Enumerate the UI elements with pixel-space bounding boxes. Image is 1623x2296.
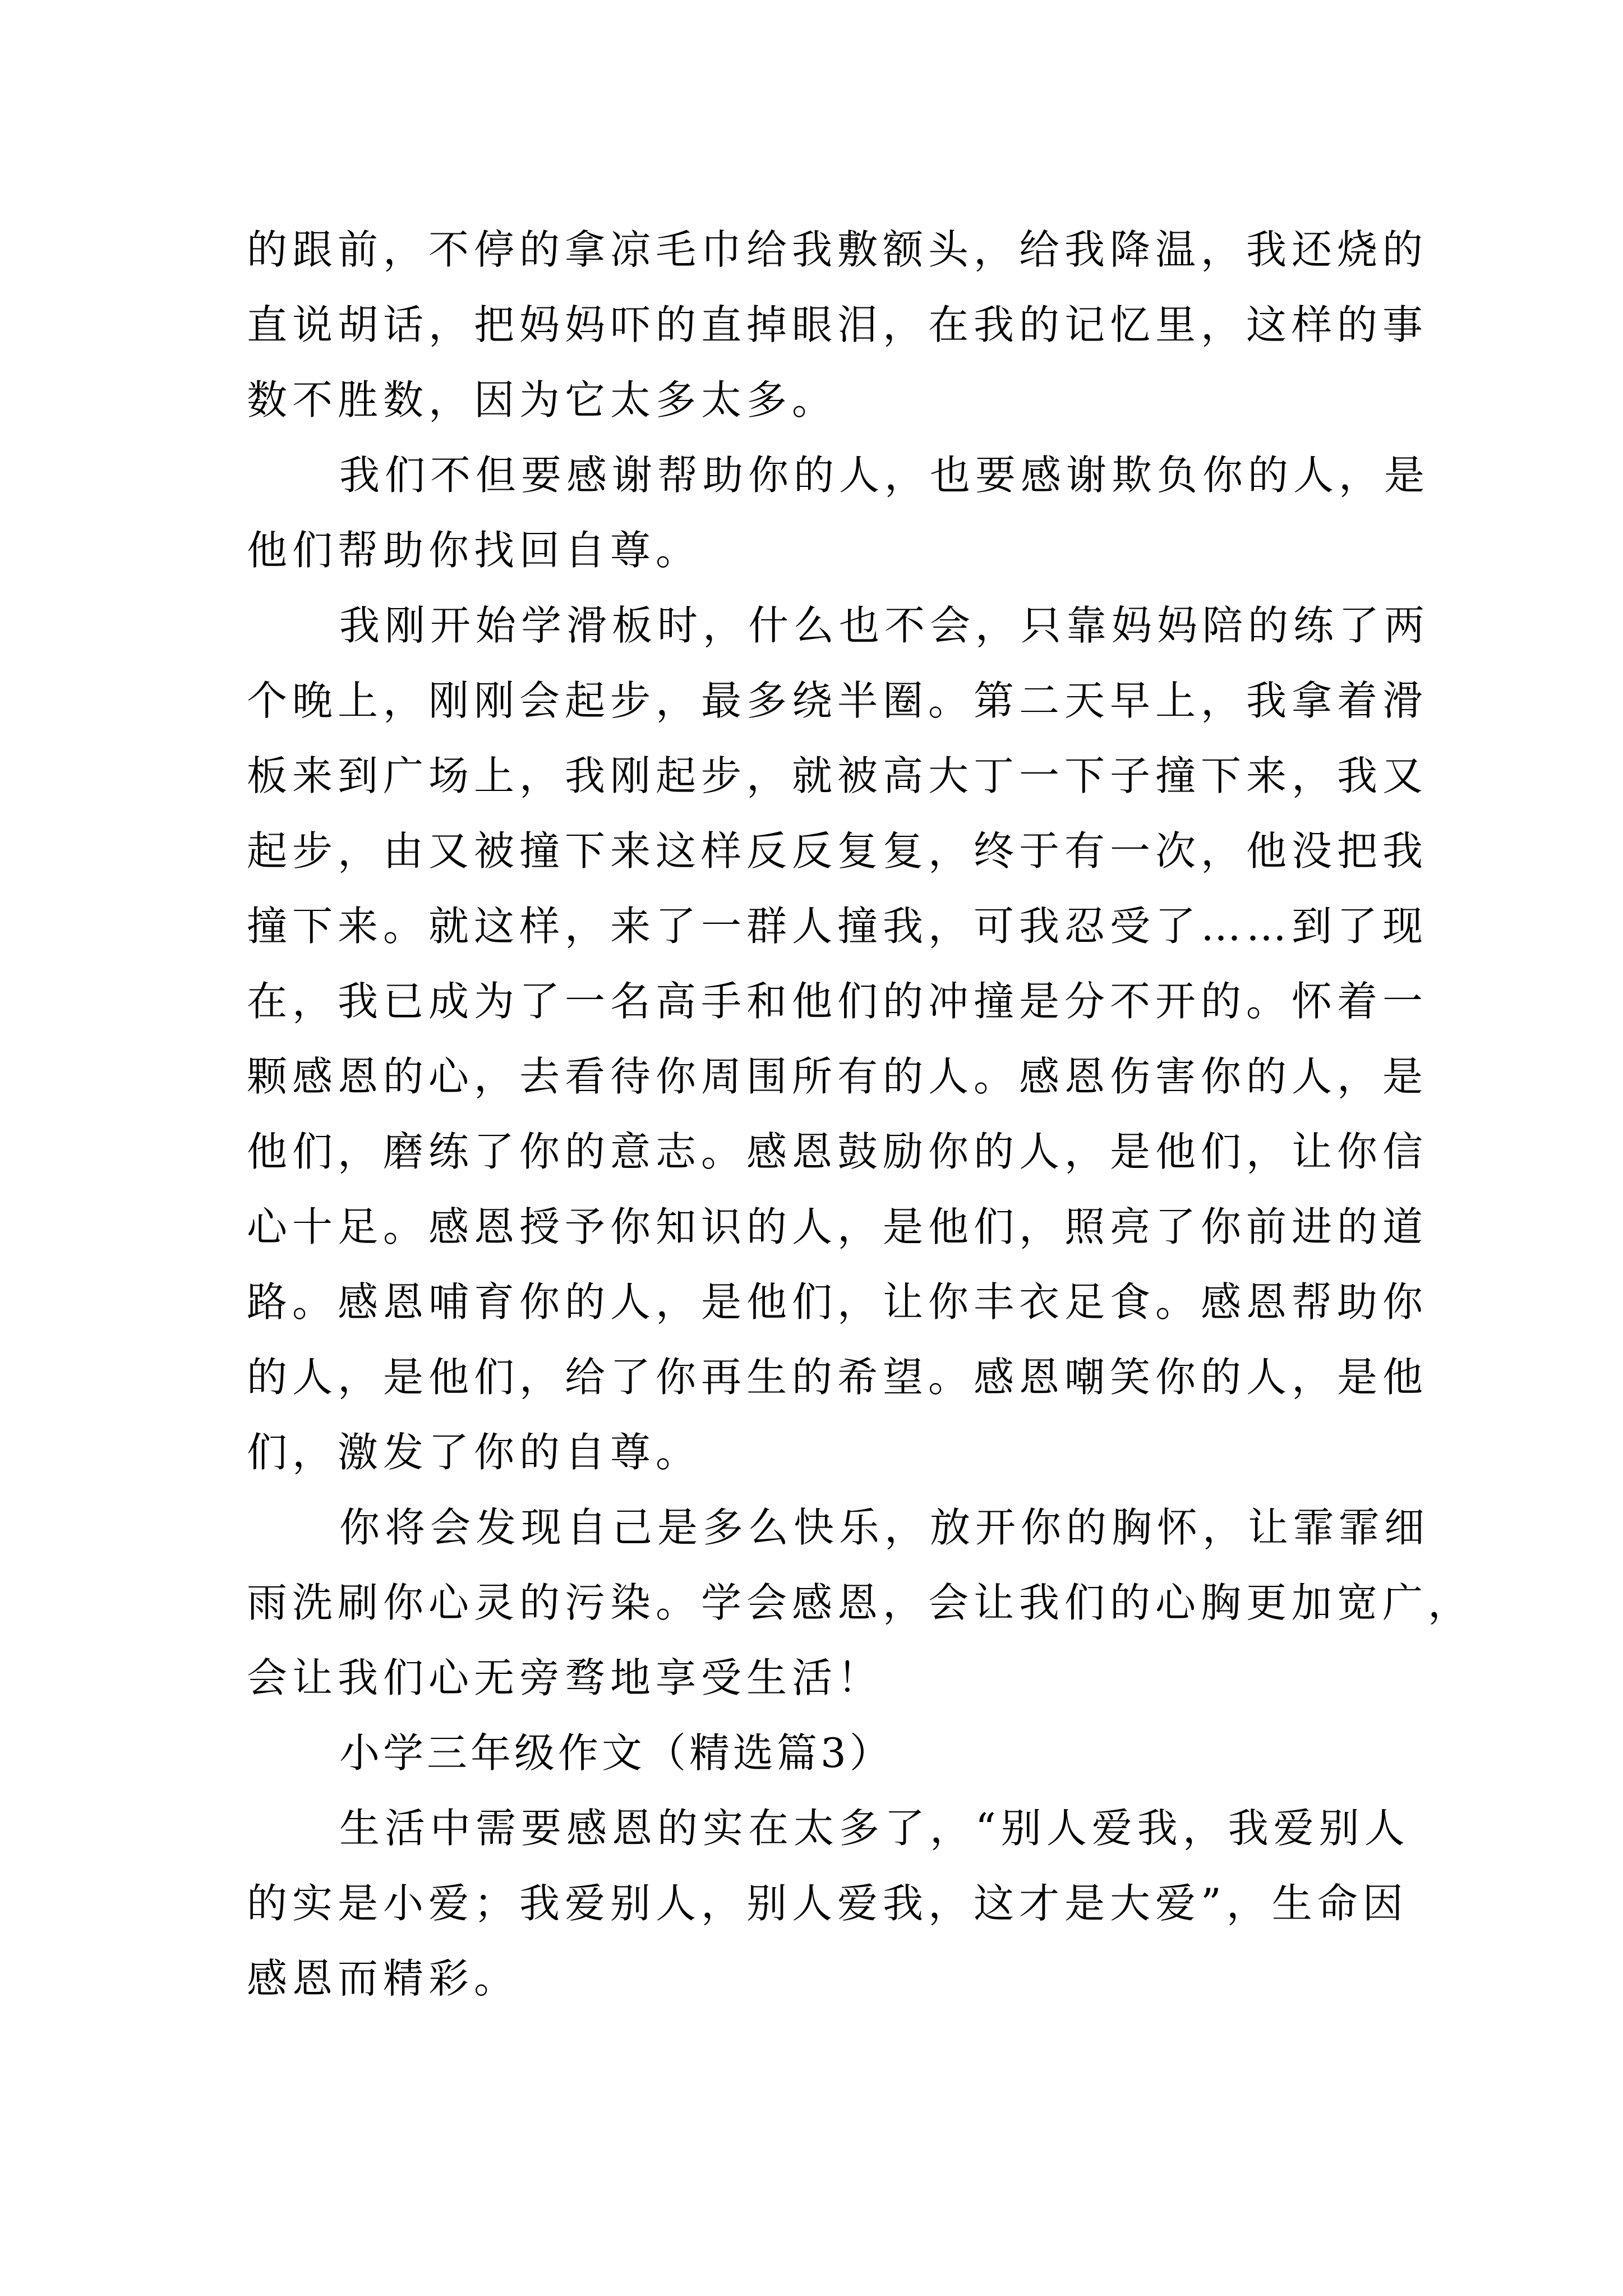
text-line: 们，激发了你的自尊。 <box>247 1429 702 1476</box>
document-body <box>247 212 1474 2016</box>
text-line: 直说胡话，把妈妈吓的直掉眼泪，在我的记忆里，这样的事 <box>247 301 1428 348</box>
paragraph-first-line: 生活中需要感恩的实在太多了，“别人爱我，我爱别人 <box>339 1805 1410 1852</box>
text-line: 会让我们心无旁骛地享受生活！ <box>247 1654 883 1701</box>
paragraph-first-line: 我们不但要感谢帮助你的人，也要感谢欺负你的人，是 <box>339 452 1430 499</box>
paragraph-first-line: 你将会发现自己是多么快乐，放开你的胸怀，让霏霏细 <box>339 1504 1430 1551</box>
text-line: 他们帮助你找回自尊。 <box>247 527 702 574</box>
text-line: 的跟前，不停的拿凉毛巾给我敷额头，给我降温，我还烧的 <box>247 226 1428 273</box>
text-line: 颗感恩的心，去看待你周围所有的人。感恩伤害你的人，是 <box>247 1053 1428 1100</box>
paragraph-first-line: 我刚开始学滑板时，什么也不会，只靠妈妈陪的练了两 <box>339 602 1430 649</box>
section-heading: 小学三年级作文（精选篇3） <box>339 1729 893 1777</box>
text-line: 的实是小爱；我爱别人，别人爱我，这才是大爱”，生命因 <box>247 1880 1408 1927</box>
text-line: 感恩而精彩。 <box>247 1955 520 2002</box>
text-line: 雨洗刷你心灵的污染。学会感恩，会让我们的心胸更加宽广， <box>247 1579 1474 1626</box>
text-line: 在，我已成为了一名高手和他们的冲撞是分不开的。怀着一 <box>247 978 1428 1025</box>
text-line: 心十足。感恩授予你知识的人，是他们，照亮了你前进的道 <box>247 1203 1428 1250</box>
text-line: 数不胜数，因为它太多太多。 <box>247 376 838 424</box>
text-line: 路。感恩哺育你的人，是他们，让你丰衣足食。感恩帮助你 <box>247 1278 1428 1326</box>
text-line: 他们，磨练了你的意志。感恩鼓励你的人，是他们，让你信 <box>247 1128 1428 1175</box>
text-line: 的人，是他们，给了你再生的希望。感恩嘲笑你的人，是他 <box>247 1354 1428 1401</box>
text-line: 撞下来。就这样，来了一群人撞我，可我忍受了……到了现 <box>247 903 1428 950</box>
text-line: 起步，由又被撞下来这样反反复复，终于有一次，他没把我 <box>247 827 1428 875</box>
text-line: 个晚上，刚刚会起步，最多绕半圈。第二天早上，我拿着滑 <box>247 677 1428 724</box>
text-line: 板来到广场上，我刚起步，就被高大丁一下子撞下来，我又 <box>247 752 1428 799</box>
